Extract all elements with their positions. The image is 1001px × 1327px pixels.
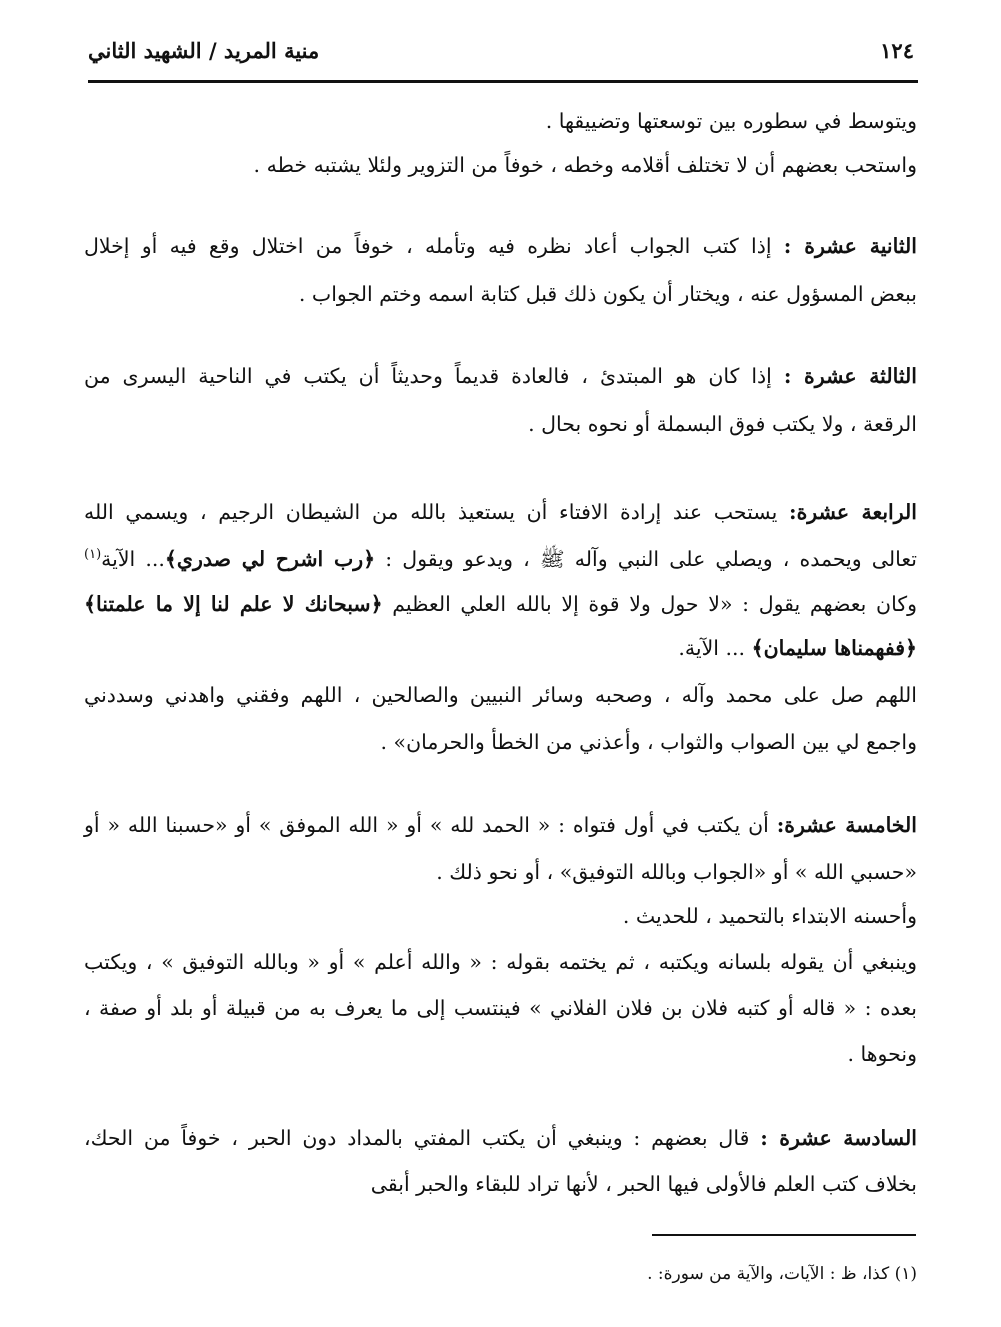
- section-12-line-2: ببعض المسؤول عنه ، ويختار أن يكون ذلك قبل كتابة اسمه وختم الجواب .: [298, 282, 917, 306]
- section-14-line-1: [84, 502, 917, 523]
- footnote-marker: (١): [84, 547, 102, 562]
- section-15-line-4: وينبغي أن يقوله بلسانه ويكتبه ، ثم يختمه بقوله : « والله أعلم » أو « وبالله التوفيق » ، ويكتب: [84, 950, 917, 974]
- running-header: [88, 34, 918, 74]
- section-14-text-4b: ... الآية.: [678, 636, 746, 660]
- section-14-line-4: [678, 638, 917, 659]
- section-15-line-3: وأحسنه الابتداء بالتحميد ، للحديث .: [622, 904, 917, 928]
- section-16-line-1: [84, 1128, 917, 1149]
- page-number: ١٢٤: [880, 38, 914, 63]
- text-line-2: واستحب بعضهم أن لا تختلف أقلامه وخطه ، خوفاً من التزوير ولئلا يشتبه خطه .: [253, 153, 917, 177]
- section-15-line-6: ونحوها .: [847, 1042, 917, 1066]
- section-12-text-1: إذا كتب الجواب أعاد نظره فيه وتأمله ، خوفاً من اختلال وقع فيه أو إخلال: [84, 234, 772, 258]
- section-12-line-1: [84, 236, 917, 257]
- text-line-1: ويتوسط في سطوره بين توسعتها وتضييقها .: [545, 109, 917, 133]
- section-16-line-2: بخلاف كتب العلم فالأولى فيها الحبر ، لأنها تراد للبقاء والحبر أبقى: [370, 1172, 917, 1196]
- section-16-heading: السادسة عشرة :: [760, 1126, 917, 1150]
- section-16-text-1: قال بعضهم : وينبغي أن يكتب المفتي بالمداد دون الحبر ، خوفاً من الحك،: [84, 1126, 750, 1150]
- section-14-text-2b: ... الآية: [101, 546, 165, 571]
- running-title: منية المريد / الشهيد الثاني: [88, 38, 320, 63]
- section-13-text-1: إذا كان هو المبتدئ ، فالعادة قديماً وحديثاً أن يكتب في الناحية اليسرى من: [84, 364, 772, 388]
- header-rule: [88, 80, 918, 83]
- section-14-line-5: اللهم صل على محمد وآله ، وصحبه وسائر النبيين والصالحين ، اللهم وفقني واهدني وسددني: [84, 683, 917, 707]
- section-14-text-1: يستحب عند إرادة الافتاء أن يستعيذ بالله من الشيطان الرجيم ، ويسمي الله: [84, 500, 778, 524]
- section-14-line-2: [84, 548, 917, 569]
- quran-quote-1: ﴿رب اشرح لي صدري﴾: [164, 546, 376, 571]
- section-15-line-5: بعده : « قاله أو كتبه فلان بن فلان الفلاني » فينتسب إلى ما يعرف به من قبيلة أو بلد أو صفة ،: [84, 996, 917, 1020]
- section-15-line-2: «حسبي الله » أو «الجواب وبالله التوفيق» ، أو نحو ذلك .: [436, 860, 917, 884]
- section-13-heading: الثالثة عشرة :: [783, 364, 917, 388]
- quran-quote-2: ﴿سبحانك لا علم لنا إلا ما علمتنا﴾: [84, 592, 383, 616]
- section-14-line-3: [84, 594, 917, 615]
- section-13-line-1: [84, 366, 917, 387]
- section-15-line-1: [84, 815, 917, 836]
- section-14-text-3a: وكان بعضهم يقول : «لا حول ولا قوة إلا بالله العلي العظيم: [392, 592, 917, 616]
- section-12-heading: الثانية عشرة :: [783, 234, 917, 258]
- section-14-text-2a: تعالى ويحمده ، ويصلي على النبي وآله ﷺ ، ويدعو ويقول :: [385, 546, 917, 571]
- footnote-rule: [652, 1234, 916, 1236]
- quran-quote-3: ﴿ففهمناها سليمان﴾: [751, 636, 917, 660]
- footnote: (١) كذا، ظ : الآيات، والآية من سورة: .: [647, 1264, 917, 1284]
- section-13-line-2: الرقعة ، ولا يكتب فوق البسملة أو نحوه بحال .: [528, 412, 917, 436]
- section-15-heading: الخامسة عشرة:: [776, 813, 917, 837]
- section-14-line-6: واجمع لي بين الصواب والثواب ، وأعذني من الخطأ والحرمان» .: [380, 730, 917, 754]
- section-15-text-1: أن يكتب في أول فتواه : « الحمد لله » أو « الله الموفق » أو «حسبنا الله « أو: [84, 813, 769, 837]
- section-14-heading: الرابعة عشرة:: [789, 500, 917, 524]
